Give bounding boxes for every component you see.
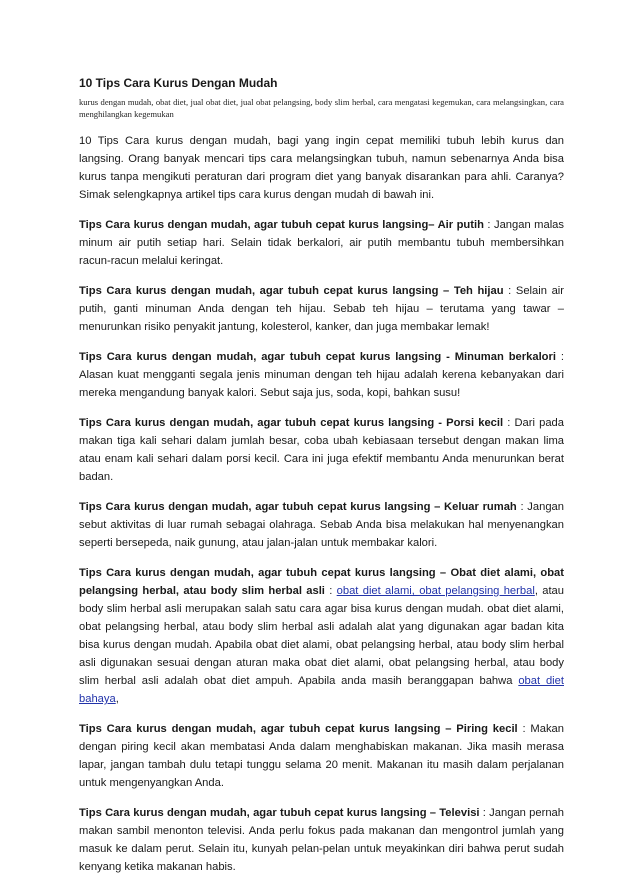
tip-text: : Alasan kuat mengganti segala jenis minuman dengan teh hijau adalah kerena kebanyakan dari mereka mengandung banyak kalori. Sebut saja jus, soda, kopi, bahkan susu!	[79, 351, 564, 399]
tip-text: : Makan dengan piring kecil akan membatasi Anda dalam menghabiskan makanan. Jika masih merasa lapar, jangan tambah dulu tetapi tunggu selama 20 menit. Makanan itu masih dalam perjalanan untuk mengenyangkan Anda.	[79, 723, 564, 789]
tip-text: : Jangan malas minum air putih setiap hari. Selain tidak berkalori, air putih membantu tubuh membersihkan racun-racun melalui keringat.	[79, 219, 565, 267]
tip-paragraph-2	[79, 282, 564, 336]
intro-paragraph: 10 Tips Cara kurus dengan mudah, bagi yang ingin cepat memiliki tubuh lebih kurus dan langsing. Orang banyak mencari tips cara melangsingkan tubuh, namun sebenarnya Anda bisa kurus tanpa mengikuti peraturan dari program diet yang banyak disarankan para ahli. Caranya? Simak selengkapnya artikel tips cara kurus dengan mudah di bawah ini.	[79, 135, 564, 201]
tip-paragraph-4	[79, 414, 564, 486]
tip-heading: Tips Cara kurus dengan mudah, agar tubuh cepat kurus langsing – Obat diet alami, obat pelangsing herbal, atau body slim herbal asli	[79, 567, 564, 597]
keywords-line: kurus dengan mudah, obat diet, jual obat diet, jual obat pelangsing, body slim herbal, cara mengatasi kegemukan, cara melangsingkan, cara menghilangkan kegemukan	[79, 97, 564, 119]
tip-text: : Jangan sebut aktivitas di luar rumah sebagai olahraga. Sebab Anda bisa melakukan hal menyenangkan seperti bersepeda, naik gunung, atau jalan-jalan untuk membakar kalori.	[79, 501, 565, 549]
tip-heading: Tips Cara kurus dengan mudah, agar tubuh cepat kurus langsing - Minuman berkalori	[79, 351, 556, 363]
tip-text: : Jangan pernah makan sambil menonton televisi. Anda perlu fokus pada makanan dan mengontrol jumlah yang masuk ke dalam perut. Selain itu, kunyah pelan-pelan untuk meyakinkan diri bahwa perut sudah kenyang ketika makanan habis.	[79, 807, 564, 873]
tip-paragraph-3	[79, 348, 564, 402]
tip-heading: Tips Cara kurus dengan mudah, agar tubuh cepat kurus langsing - Porsi kecil	[79, 417, 504, 429]
obat-diet-alami-link[interactable]: obat diet alami, obat pelangsing herbal	[336, 585, 535, 597]
page-title: 10 Tips Cara Kurus Dengan Mudah	[79, 76, 278, 90]
tip-paragraph-7	[79, 720, 564, 792]
tip-paragraph-1	[79, 216, 564, 270]
tip-heading: Tips Cara kurus dengan mudah, agar tubuh cepat kurus langsing – Piring kecil	[79, 723, 518, 735]
tip-text: :	[324, 585, 337, 597]
tip-paragraph-6	[79, 564, 564, 708]
obat-diet-bahaya-link[interactable]: obat diet bahaya	[79, 675, 564, 705]
tip-text: , atau body slim herbal asli merupakan salah satu cara agar bisa kurus dengan mudah. obat diet alami, obat pelangsing herbal, atau body slim herbal asli adalah alat yang digunakan agar badan kita bisa kurus dengan mudah. Apabila obat diet alami, obat pelangsing herbal, atau body slim herbal asli digunakan sesuai dengan aturan maka obat diet alami, obat pelangsing herbal, atau body slim herbal asli adalah obat diet ampuh. Apabila anda masih beranggapan bahwa	[79, 585, 564, 687]
tip-text: : Selain air putih, ganti minuman Anda dengan teh hijau. Sebab teh hijau – terutama yang tawar – menurunkan risiko penyakit jantung, kolesterol, kanker, dan juga membakar lemak!	[79, 285, 564, 333]
tip-heading: Tips Cara kurus dengan mudah, agar tubuh cepat kurus langsing– Air putih	[79, 219, 484, 231]
tip-paragraph-5	[79, 498, 564, 552]
tip-heading: Tips Cara kurus dengan mudah, agar tubuh cepat kurus langsing – Teh hijau	[79, 285, 504, 297]
tip-text: : Dari pada makan tiga kali sehari dalam jumlah besar, coba ubah kebiasaan tersebut dengan makan lima atau enam kali sehari dalam porsi kecil. Cara ini juga efektif membantu Anda menurunkan berat badan.	[79, 417, 564, 483]
tip-text: ,	[115, 693, 119, 705]
tip-paragraph-8	[79, 804, 564, 876]
tip-heading: Tips Cara kurus dengan mudah, agar tubuh cepat kurus langsing – Keluar rumah	[79, 501, 517, 513]
tip-heading: Tips Cara kurus dengan mudah, agar tubuh cepat kurus langsing – Televisi	[79, 807, 480, 819]
